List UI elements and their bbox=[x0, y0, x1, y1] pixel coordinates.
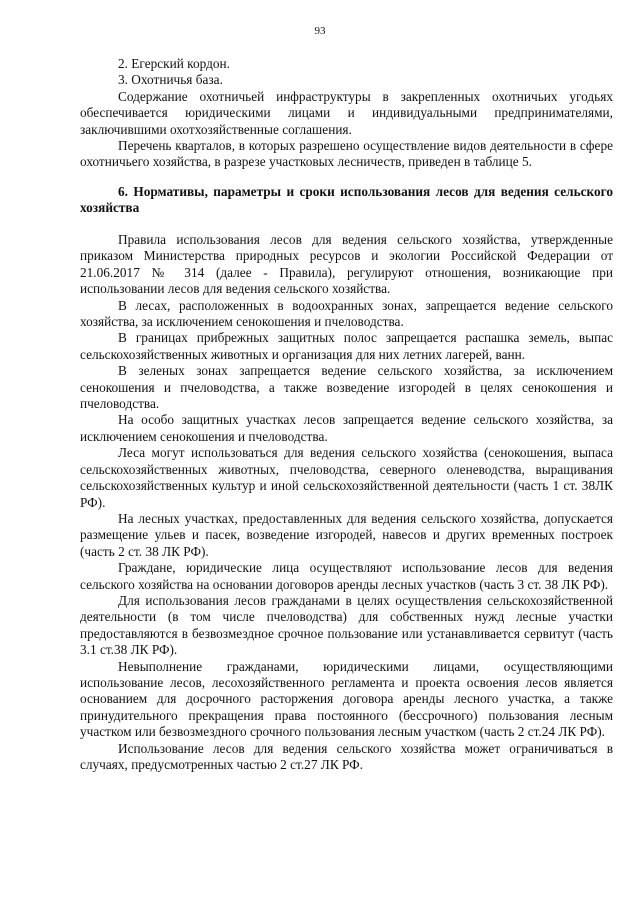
paragraph-allowed-uses: Леса могут использоваться для ведения сельского хозяйства (сенокошения, выпаса сельскохозяйственных животных, пчеловодства, северного оленеводства, выращивания сельскохозяйственных культур и иной сельскохозяйственной деятельности (часть 1 ст. 38ЛК РФ). bbox=[80, 445, 613, 510]
paragraph-protected-areas: На особо защитных участках лесов запрещается ведение сельского хозяйства, за исключением сенокошения и пчеловодства. bbox=[80, 412, 613, 444]
section-body bbox=[80, 232, 613, 773]
section-heading: 6. Нормативы, параметры и сроки использования лесов для ведения сельского хозяйства bbox=[80, 184, 613, 216]
list-item-egersky-kordon: 2. Егерский кордон. bbox=[118, 56, 230, 71]
paragraph-coastal-strips: В границах прибрежных защитных полос запрещается распашка земель, выпас сельскохозяйственных животных и организация для них летних лагерей, ванн. bbox=[80, 330, 613, 362]
section-heading-block bbox=[80, 184, 613, 217]
paragraph-servitude: Для использования лесов гражданами в целях осуществления сельскохозяйственной деятельности (в том числе пчеловодства) для собственных нужд лесные участки предоставляются в безвозмездное срочное пользование или устанавливается сервитут (часть 3.1 ст.38 ЛК РФ). bbox=[80, 592, 613, 658]
intro-block bbox=[80, 56, 613, 171]
paragraph-hunting-infrastructure: Содержание охотничьей инфраструктуры в закрепленных охотничьих угодьях обеспечивается юридическими лицами и индивидуальными предпринимателями, заключившими охотхозяйственные соглашения. bbox=[80, 88, 613, 137]
list-item-hunting-base: 3. Охотничья база. bbox=[118, 72, 223, 88]
paragraph-rules: Правила использования лесов для ведения сельского хозяйства, утвержденные приказом Министерства природных ресурсов и экологии Российской Федерации от 21.06.2017 № 314 (далее - Правила), регулируют отношения, возникающие при использовании лесов для ведения сельского хозяйства. bbox=[80, 232, 613, 297]
paragraph-quarters-list: Перечень кварталов, в которых разрешено осуществление видов деятельности в сфере охотничьего хозяйства, в разрезе участковых лесничеств, приведен в таблице 5. bbox=[80, 138, 613, 170]
paragraph-beehives: На лесных участках, предоставленных для ведения сельского хозяйства, допускается размещение ульев и пасек, возведение изгородей, навесов и других временных построек (часть 2 ст. 38 ЛК РФ). bbox=[80, 510, 613, 559]
paragraph-termination: Невыполнение гражданами, юридическими лицами, осуществляющими использование лесов, лесохозяйственного регламента и проекта освоения лесов является основанием для досрочного расторжения договора аренды лесного участка, а также принудительного прекращения права постоянного (бессрочного) пользования лесным участком или безвозмездного срочного пользования лесным участком (часть 2 ст.24 ЛК РФ). bbox=[80, 658, 613, 740]
paragraph-lease: Граждане, юридические лица осуществляют использование лесов для ведения сельского хозяйства на основании договоров аренды лесных участков (часть 3 ст. 38 ЛК РФ). bbox=[80, 560, 613, 592]
page-number: 93 bbox=[314, 25, 326, 37]
paragraph-green-zones: В зеленых зонах запрещается ведение сельского хозяйства, за исключением сенокошения и пчеловодства, а также возведение изгородей в целях сенокошения и пчеловодства. bbox=[80, 363, 613, 412]
paragraph-restrictions: Использование лесов для ведения сельского хозяйства может ограничиваться в случаях, предусмотренных частью 2 ст.27 ЛК РФ. bbox=[80, 740, 613, 772]
paragraph-water-protection: В лесах, расположенных в водоохранных зонах, запрещается ведение сельского хозяйства, за исключением сенокошения и пчеловодства. bbox=[80, 297, 613, 330]
